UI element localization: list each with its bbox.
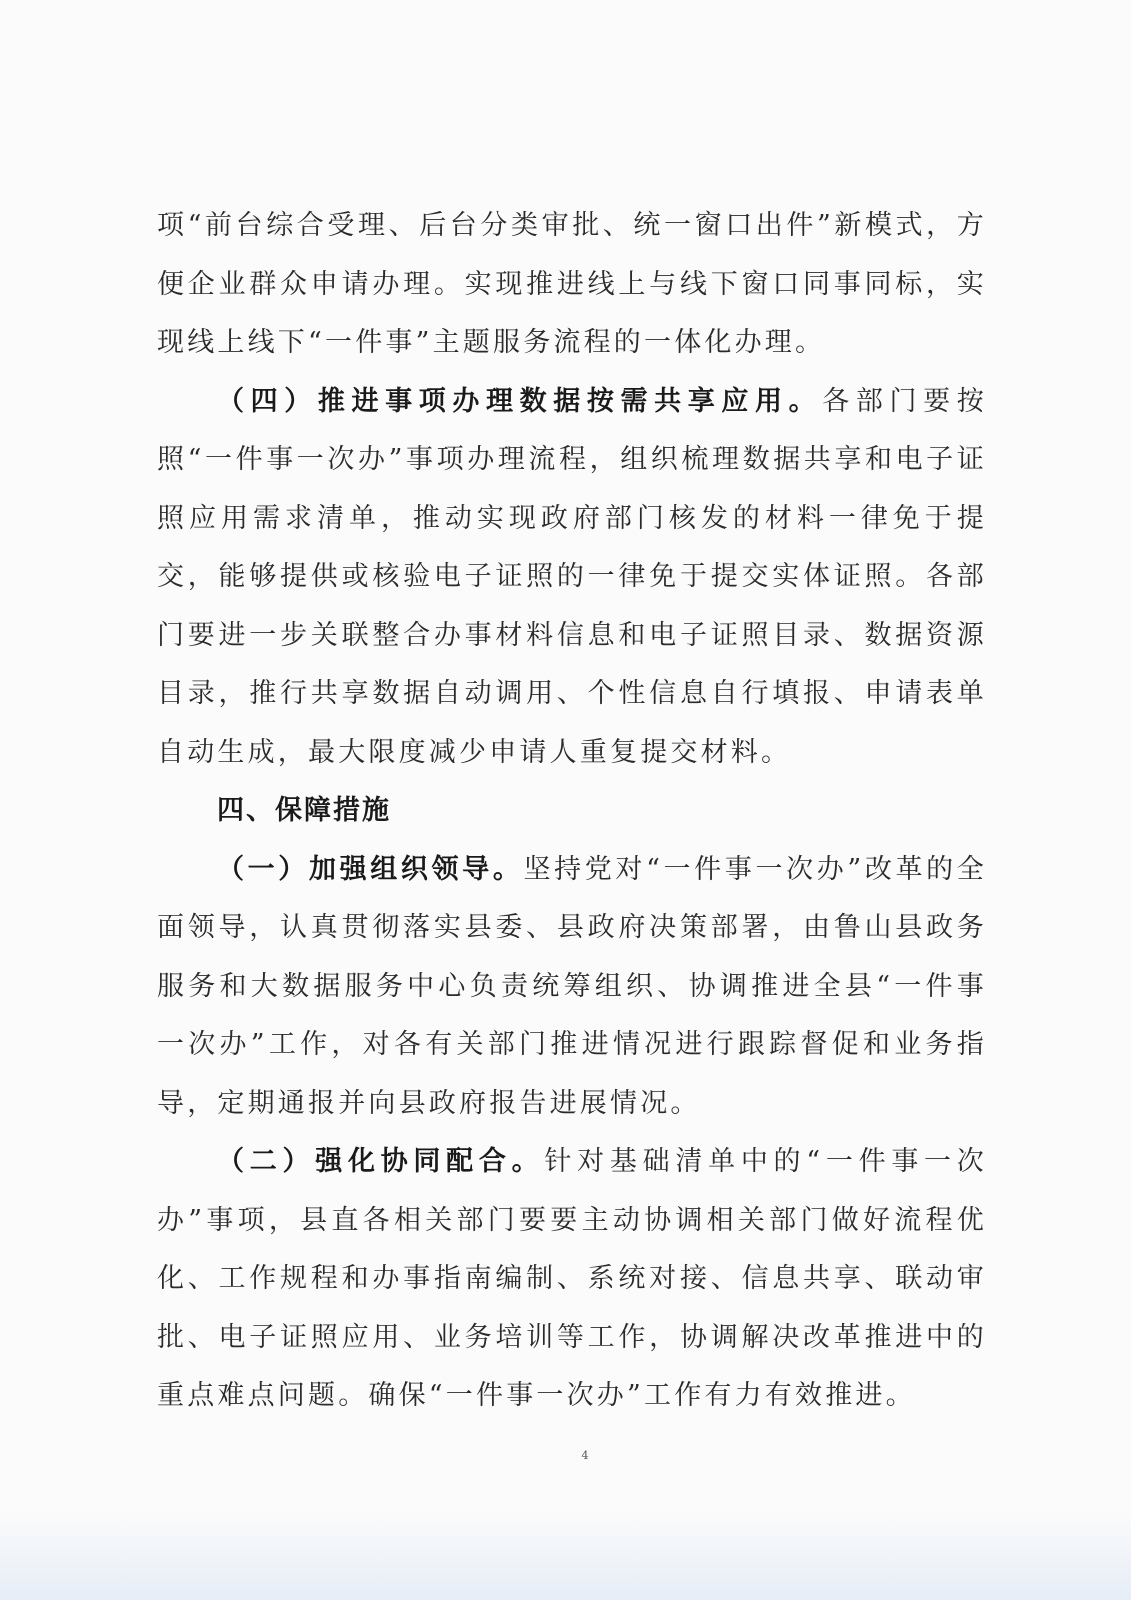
paragraph-data-sharing-body: 各部门要按照“一件事一次办”事项办理流程，组织梳理数据共享和电子证照应用需求清单，推动实现政府部门核发的材料一律免于提交，能够提供或核验电子证照的一律免于提交实体证照。各部门要进一步关联整合办事材料信息和电子证照目录、数据资源目录，推行共享数据自动调用、个性信息自行填报、申请表单自动生成，最大限度减少申请人重复提交材料。: [157, 385, 988, 768]
paragraph-organization-body: 坚持党对“一件事一次办”改革的全面领导，认真贯彻落实县委、县政府决策部署，由鲁山县政务服务和大数据服务中心负责统筹组织、协调推进全县“一件事一次办”工作，对各有关部门推进情况进行跟踪督促和业务指导，定期通报并向县政府报告进展情况。: [157, 853, 988, 1119]
paragraph-coordination: [157, 1133, 987, 1426]
paragraph-coordination-body: 针对基础清单中的“一件事一次办”事项，县直各相关部门要要主动协调相关部门做好流程优化、工作规程和办事指南编制、系统对接、信息共享、联动审批、电子证照应用、业务培训等工作，协调解决改革推进中的重点难点问题。确保“一件事一次办”工作有力有效推进。: [157, 1146, 987, 1411]
paragraph-organization: [157, 841, 987, 1134]
paragraph-continued: 项“前台综合受理、后台分类审批、统一窗口出件”新模式，方便企业群众申请办理。实现推进线上与线下窗口同事同标，实现线上线下“一件事”主题服务流程的一体化办理。: [157, 210, 987, 358]
paragraph-data-sharing: [157, 373, 987, 783]
document-body: [157, 197, 987, 1426]
page-number: 4: [581, 1449, 589, 1462]
section-heading-safeguards: 四、保障措施: [217, 795, 391, 826]
paragraph-coordination-heading: （二）强化协同配合。: [217, 1146, 545, 1177]
paragraph-organization-heading: （一）加强组织领导。: [217, 853, 524, 885]
paragraph-data-sharing-heading: （四）推进事项办理数据按需共享应用。: [217, 385, 823, 417]
